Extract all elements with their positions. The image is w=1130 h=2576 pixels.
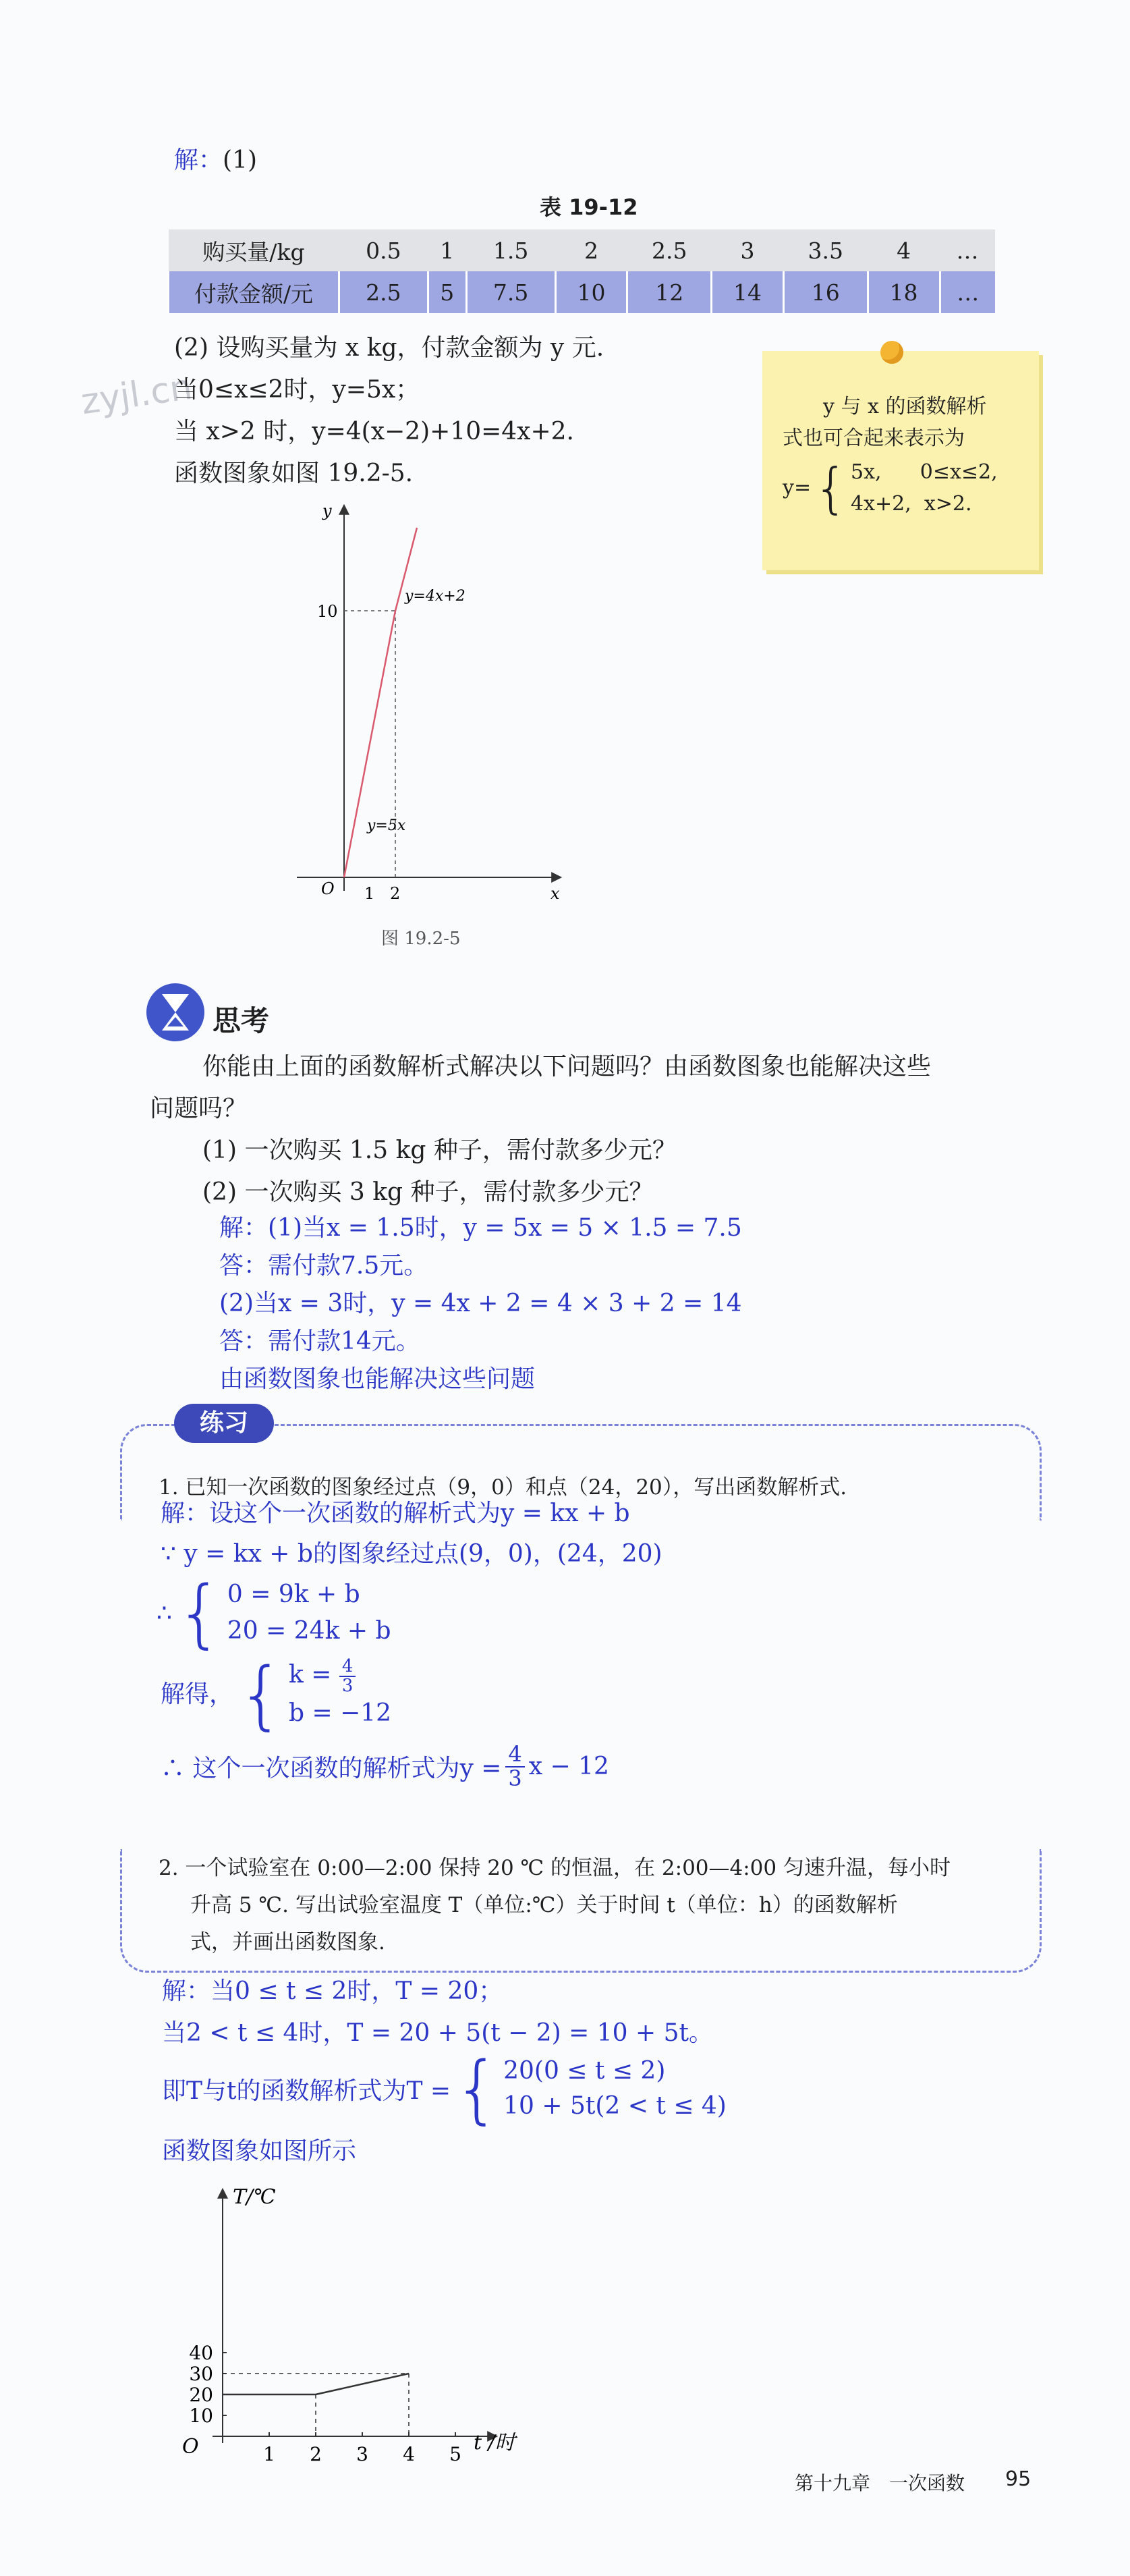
- part2-line1: (2) 设购买量为 x kg，付款金额为 y 元.: [174, 334, 604, 362]
- practice-label: 练习: [174, 1404, 274, 1443]
- t-tick-label-3: 3: [356, 2443, 368, 2465]
- T-axis-label: T/℃: [233, 2185, 276, 2209]
- pin-icon: [880, 341, 903, 364]
- ex2-solution-2: 当2 < t ≤ 4时，T = 20 + 5(t − 2) = 10 + 5t。: [162, 2019, 713, 2047]
- tick-x-1: 1: [364, 884, 375, 903]
- label-y-5x: y=5x: [367, 817, 406, 834]
- table-row: 购买量/kg 0.5 1 1.5 2 2.5 3 3.5 4 …: [169, 229, 996, 271]
- think-title: 思考: [213, 1004, 270, 1037]
- think-answer-1: 解：(1)当x = 1.5时，y = 5x = 5 × 1.5 = 7.5: [219, 1214, 742, 1242]
- tick-y-10: 10: [317, 602, 338, 621]
- T-tick-label-20: 20: [189, 2384, 213, 2406]
- y-axis-label: y: [322, 501, 332, 520]
- watermark: zyjl.cn: [78, 366, 195, 423]
- part2-line3: 当 x>2 时，y=4(x−2)+10=4x+2.: [174, 418, 574, 445]
- table-row: 付款金额/元 2.5 5 7.5 10 12 14 16 18 …: [169, 271, 996, 313]
- part2-line2: 当0≤x≤2时，y=5x；: [174, 376, 420, 404]
- ex1-solution-1: 解：设这个一次函数的解析式为y = kx + b: [161, 1500, 630, 1527]
- table-title: 表 19-12: [540, 194, 638, 220]
- line-y-5x: [344, 611, 395, 877]
- fraction-4-3-result: $\frac{4}{3}$: [505, 1743, 524, 1790]
- note-piecewise: y= { 5x, 0≤x≤2, 4x+2, x>2.: [783, 456, 998, 520]
- temperature-plot: [189, 2190, 496, 2465]
- t-tick-label-5: 5: [449, 2443, 461, 2465]
- ex1-system: ∴ { 0 = 9k + b 20 = 24k + b: [157, 1570, 391, 1656]
- figure-caption: 图 19.2-5: [381, 929, 461, 949]
- think-answer-5: 由函数图象也能解决这些问题: [219, 1365, 536, 1393]
- t-axis-label: t /时: [474, 2431, 515, 2455]
- fraction-4-3: $\frac{4}{3}$: [339, 1657, 356, 1696]
- think-answer-3: (2)当x = 3时，y = 4x + 2 = 4 × 3 + 2 = 14: [219, 1290, 742, 1317]
- tick-x-2: 2: [390, 884, 401, 903]
- T-tick-label-30: 30: [189, 2363, 213, 2385]
- t-tick-label-1: 1: [263, 2443, 275, 2465]
- origin-label-2: O: [182, 2435, 199, 2459]
- think-answer-2: 答：需付款7.5元。: [219, 1252, 428, 1280]
- label-y-4x-plus-2: y=4x+2: [405, 588, 465, 605]
- page-number: 95: [1005, 2467, 1032, 2491]
- T-tick-label-40: 40: [189, 2342, 213, 2364]
- exercise-2-line3: 式，并画出函数图象.: [190, 1930, 385, 1954]
- t-tick-label-4: 4: [403, 2443, 415, 2465]
- footer-chapter: 第十九章 一次函数: [795, 2472, 965, 2494]
- ex2-solution-4: 函数图象如图所示: [162, 2137, 357, 2165]
- solution-heading: 解：(1): [174, 146, 258, 174]
- part2-line4: 函数图象如图 19.2-5.: [174, 460, 414, 487]
- segment-rising: [316, 2374, 409, 2394]
- hourglass-icon: [145, 982, 206, 1043]
- t-tick-label-2: 2: [310, 2443, 322, 2465]
- exercise-2-line2: 升高 5 ℃. 写出试验室温度 T（单位:℃）关于时间 t（单位：h）的函数解析: [190, 1893, 898, 1917]
- graph-19-2-5: [283, 499, 580, 911]
- exercise-1: 1. 已知一次函数的图象经过点（9，0）和点（24，20），写出函数解析式.: [159, 1475, 847, 1500]
- think-answer-4: 答：需付款14元。: [219, 1327, 420, 1355]
- exercise-2-line1: 2. 一个试验室在 0:00—2:00 保持 20 ℃ 的恒温，在 2:00—4:00 匀速升温，每小时: [159, 1856, 951, 1880]
- ex2-solution-1: 解：当0 ≤ t ≤ 2时，T = 20；: [162, 1977, 503, 2005]
- ex1-solution-2: ∵ y = kx + b的图象经过点(9，0)，(24，20): [161, 1540, 662, 1568]
- think-question-line2: 问题吗？: [150, 1095, 248, 1122]
- ex1-result: ∴ 这个一次函数的解析式为y = $\frac{4}{3}$ x − 12: [161, 1741, 609, 1791]
- ex2-solution-3: 即T与t的函数解析式为T = { 20(0 ≤ t ≤ 2) 10 + 5t(2 < t ≤ 4): [162, 2046, 727, 2132]
- temperature-graph: [162, 2176, 540, 2467]
- origin-label: O: [321, 879, 335, 898]
- think-question-a: (1) 一次购买 1.5 kg 种子，需付款多少元？: [202, 1136, 677, 1164]
- think-question-line1: 你能由上面的函数解析式解决以下问题吗？由函数图象也能解决这些: [202, 1053, 932, 1080]
- T-tick-label-10: 10: [189, 2405, 213, 2427]
- x-axis-label: x: [550, 884, 560, 903]
- ex1-solved: 解得， { k = $\frac{4}{3}$ b = −12: [161, 1651, 392, 1738]
- think-question-b: (2) 一次购买 3 kg 种子，需付款多少元？: [202, 1178, 654, 1206]
- purchase-table: [167, 229, 995, 313]
- side-note: y 与 x 的函数解析 式也可合起来表示为 y= { 5x, 0≤x≤2, 4x+2, x>2.: [762, 351, 1039, 570]
